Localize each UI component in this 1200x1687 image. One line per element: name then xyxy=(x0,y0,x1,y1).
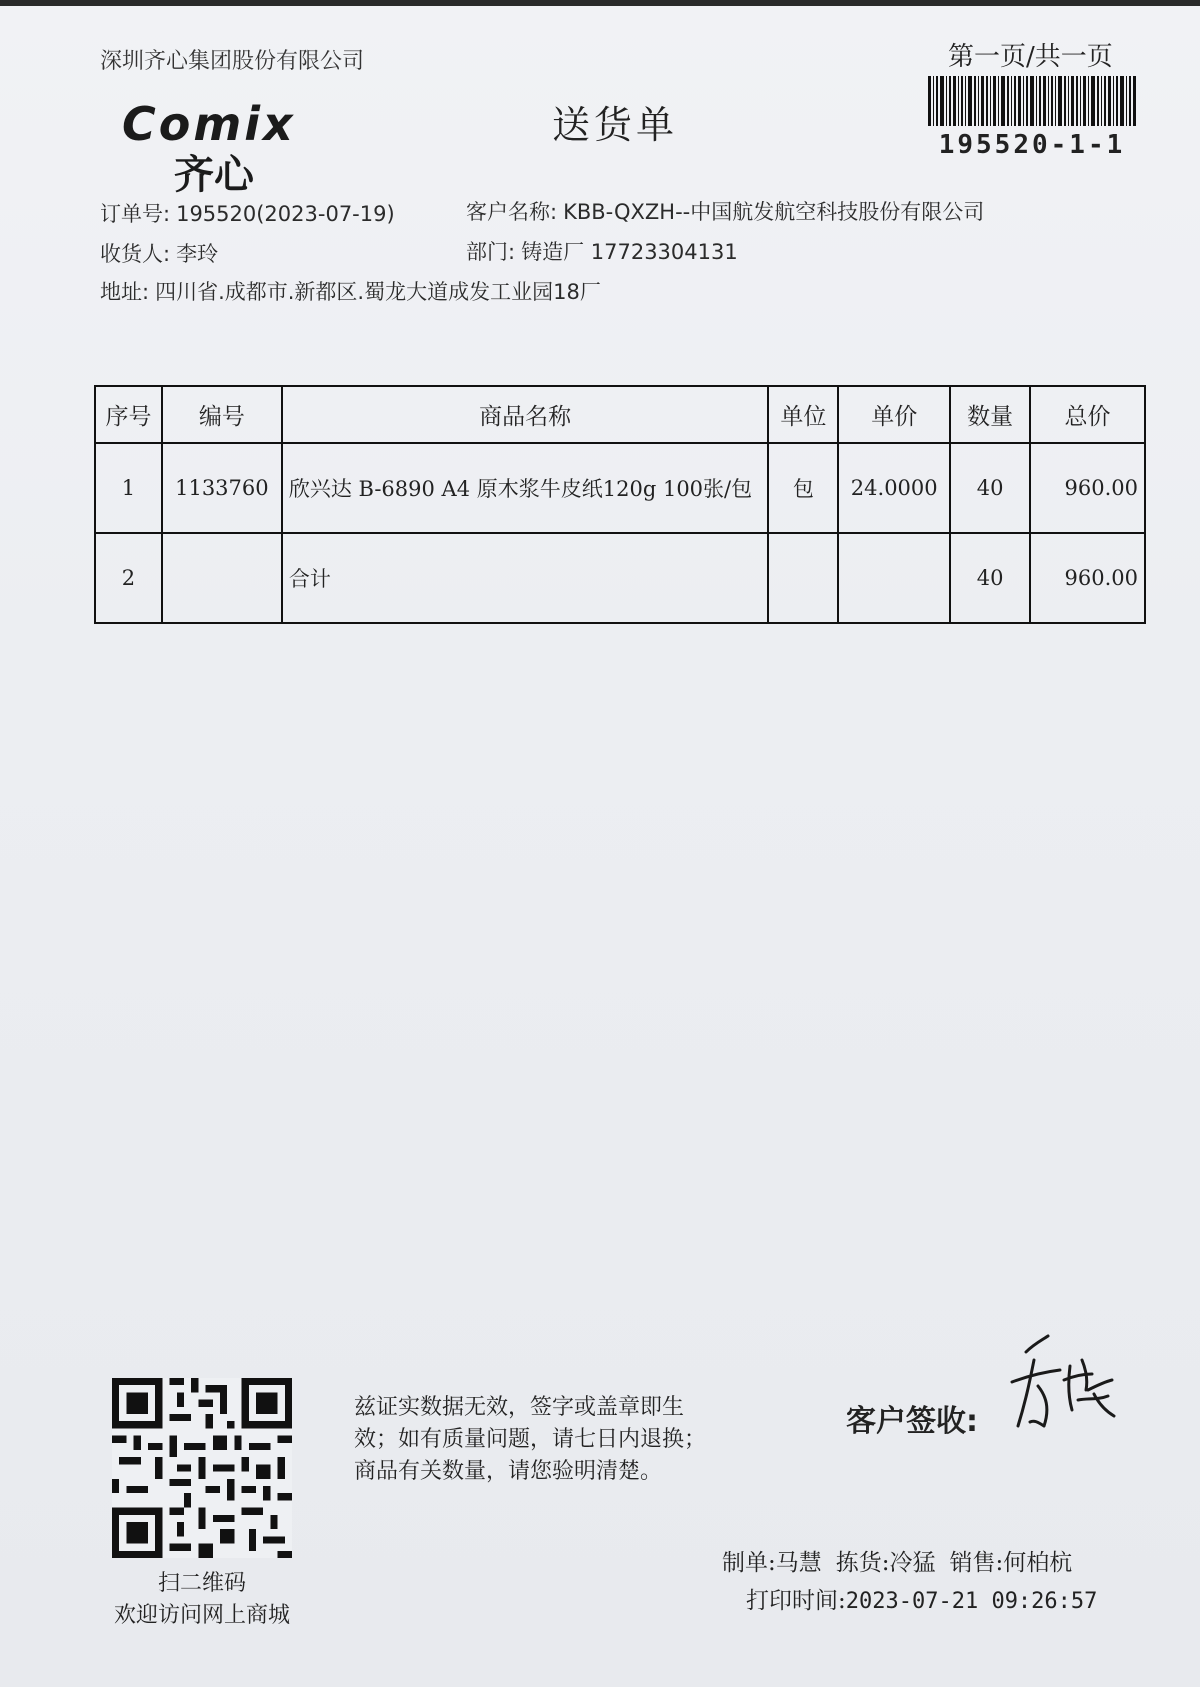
customer-name xyxy=(466,196,984,226)
address xyxy=(100,276,601,306)
cell-no: 2 xyxy=(95,533,162,623)
cell-name: 欣兴达 B-6890 A4 原木浆牛皮纸120g 100张/包 xyxy=(282,443,769,533)
order-value: 195520(2023-07-19) xyxy=(176,202,395,226)
qr-code[interactable] xyxy=(112,1378,292,1558)
sales: 销售:何柏杭 xyxy=(949,1550,1073,1576)
barcode-number: 195520-1-1 xyxy=(938,130,1126,160)
maker: 制单:马慧 xyxy=(722,1550,822,1576)
picker: 拣货:冷猛 xyxy=(835,1550,936,1576)
cell-code: 1133760 xyxy=(162,443,282,533)
receiver xyxy=(100,238,218,268)
cell-price: 24.0000 xyxy=(838,443,950,533)
customer-value: KBB-QXZH--中国航发航空科技股份有限公司 xyxy=(563,200,985,224)
cell-total: 960.00 xyxy=(1030,443,1145,533)
column-header: 总价 xyxy=(1030,386,1145,443)
order-label: 订单号: xyxy=(100,202,171,226)
comix-logo xyxy=(122,98,354,194)
department xyxy=(466,236,738,266)
print-time xyxy=(746,1582,1097,1615)
cell-code xyxy=(162,533,282,623)
qr-caption-line1: 扫二维码 xyxy=(157,1571,246,1596)
qr-caption xyxy=(84,1568,320,1632)
department-value: 铸造厂 17723304131 xyxy=(521,240,738,264)
customer-sign-label: 客户签收: xyxy=(846,1404,978,1439)
goods-table xyxy=(94,385,1146,624)
document-title: 送货单 xyxy=(552,103,679,147)
cell-no: 1 xyxy=(95,443,162,533)
receiver-label: 收货人: xyxy=(100,242,171,266)
column-header: 序号 xyxy=(95,386,162,443)
notice-line2: 效；如有质量问题，请七日内退换； xyxy=(354,1427,707,1452)
customer-label: 客户名称: xyxy=(466,200,558,224)
top-edge xyxy=(0,0,1200,6)
qr-caption-line2: 欢迎访问网上商城 xyxy=(113,1603,290,1628)
address-label: 地址: xyxy=(100,280,150,304)
cell-price xyxy=(838,533,950,623)
cell-unit: 包 xyxy=(768,443,838,533)
print-time-label: 打印时间: xyxy=(746,1588,846,1614)
cell-name: 合计 xyxy=(282,533,769,623)
customer-signature xyxy=(1004,1330,1124,1440)
cell-unit xyxy=(768,533,838,623)
column-header: 数量 xyxy=(950,386,1030,443)
address-value: 四川省.成都市.新都区.蜀龙大道成发工业园18厂 xyxy=(155,280,601,304)
staff-line xyxy=(722,1544,1086,1577)
logo-chinese: 齐心 xyxy=(174,152,254,194)
page-indicator: 第一页/共一页 xyxy=(948,42,1113,72)
notice-text xyxy=(354,1392,774,1488)
receiver-value: 李玲 xyxy=(176,242,219,266)
print-time-value: 2023-07-21 09:26:57 xyxy=(845,1589,1098,1614)
column-header: 单位 xyxy=(768,386,838,443)
company-name: 深圳齐心集团股份有限公司 xyxy=(100,49,365,74)
cell-total: 960.00 xyxy=(1030,533,1145,623)
column-header: 单价 xyxy=(838,386,950,443)
cell-qty: 40 xyxy=(950,443,1030,533)
cell-qty: 40 xyxy=(950,533,1030,623)
notice-line3: 商品有关数量，请您验明清楚。 xyxy=(354,1459,663,1484)
column-header: 编号 xyxy=(162,386,282,443)
department-label: 部门: xyxy=(466,240,516,264)
barcode xyxy=(926,76,1138,126)
notice-line1: 兹证实数据无效，签字或盖章即生 xyxy=(354,1395,685,1420)
logo-wordmark: Comix xyxy=(122,98,296,151)
order-number xyxy=(100,198,395,228)
table-row xyxy=(95,443,1145,533)
table-row xyxy=(95,533,1145,623)
table-header-row xyxy=(95,386,1145,443)
column-header: 商品名称 xyxy=(282,386,769,443)
